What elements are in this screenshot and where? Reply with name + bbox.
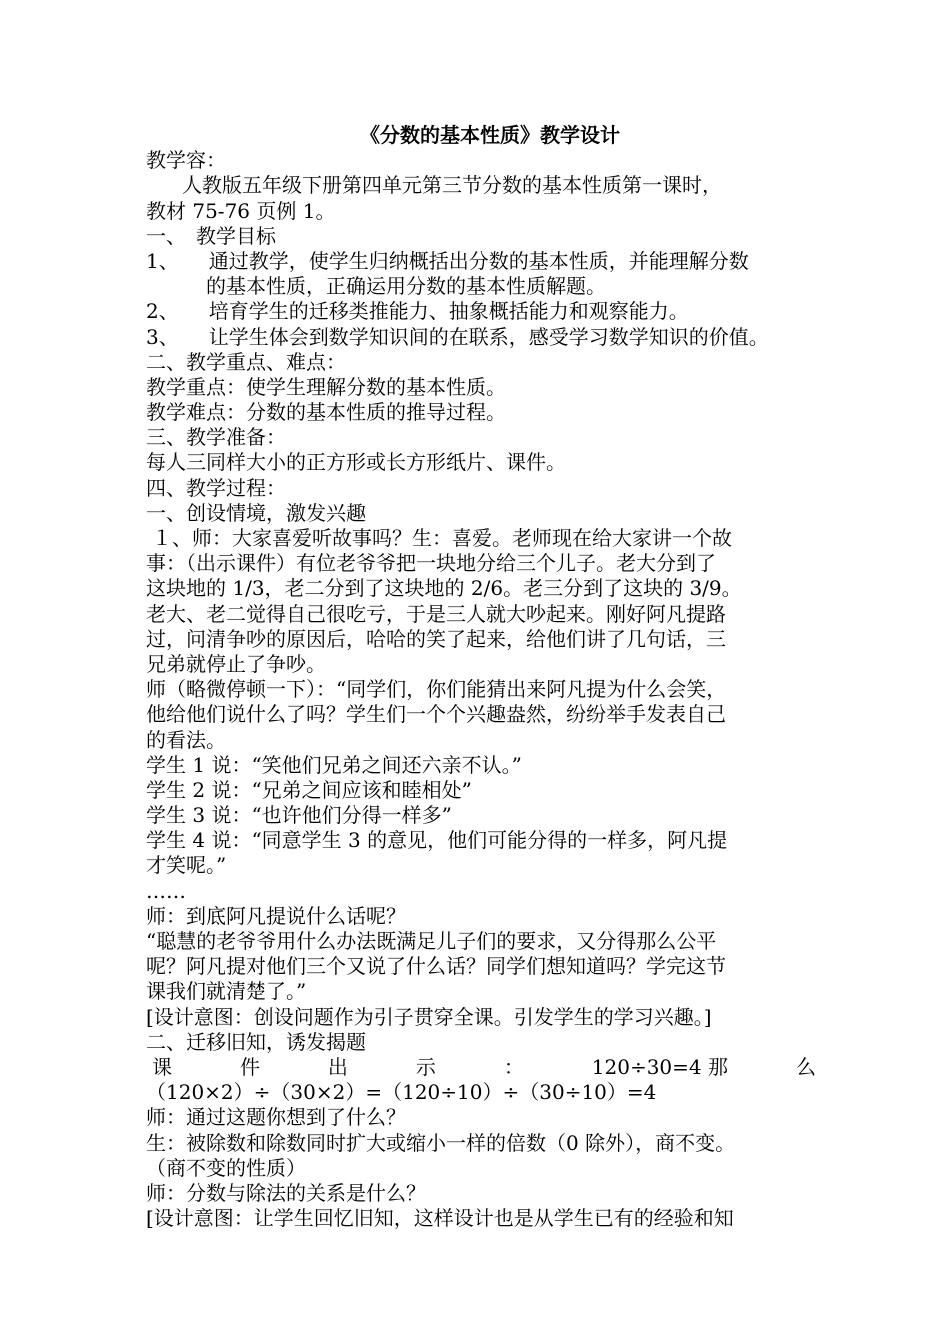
equation-line: （120×2）÷（30×2）=（120÷10）÷（30÷10）=4 (146, 1080, 657, 1105)
list-item-continuation: 的基本性质，正确运用分数的基本性质解题。 (206, 274, 606, 299)
list-item: 1、 通过教学，使学生归纳概括出分数的基本性质，并能理解分数 (146, 248, 749, 273)
paragraph-line: 学生 3 说：“也许他们分得一样多” (146, 803, 452, 828)
paragraph-line: 师（略微停顿一下）：“同学们，你们能猜出来阿凡提为什么会笑， (146, 677, 727, 702)
paragraph-line: 师：通过这题你想到了什么？ (146, 1105, 406, 1130)
spread-char: ： (503, 1054, 524, 1079)
spread-char: 件 (239, 1054, 260, 1079)
paragraph-line: 老大、老二觉得自己很吃亏，于是三人就大吵起来。刚好阿凡提路 (146, 601, 726, 626)
paragraph-line: 学生 2 说：“兄弟之间应该和睦相处” (146, 777, 472, 802)
section-heading: 四、教学过程： (146, 475, 286, 500)
paragraph-line: 学生 1 说：“笑他们兄弟之间还六亲不认。” (146, 752, 522, 777)
section-heading: 二、教学重点、难点： (146, 349, 346, 374)
spread-char: 示 (415, 1054, 436, 1079)
paragraph-line: 师：到底阿凡提说什么话呢？ (146, 903, 406, 928)
subsection-heading: 二、迁移旧知，诱发揭题 (146, 1029, 366, 1054)
paragraph-line: 教学重点：使学生理解分数的基本性质。 (146, 374, 506, 399)
paragraph-line: １、师：大家喜爱听故事吗？生：喜爱。老师现在给大家讲一个故 (152, 526, 732, 550)
spread-char: 么 (795, 1054, 816, 1079)
paragraph-line: （商不变的性质） (146, 1155, 306, 1180)
paragraph-line: 事：（出示课件）有位老爷爷把一块地分给三个儿子。老大分到了 (146, 551, 716, 576)
spread-char: 出 (327, 1054, 348, 1079)
paragraph-line: 兄弟就停止了争吵。 (146, 651, 326, 676)
spread-char: 课 (152, 1054, 172, 1079)
paragraph-line: 学生 4 说：“同意学生 3 的意见，他们可能分得的一样多，阿凡提 (146, 828, 728, 853)
subsection-heading: 一、创设情境，激发兴趣 (146, 500, 366, 525)
paragraph-line: 生：被除数和除数同时扩大或缩小一样的倍数（0 除外），商不变。 (146, 1130, 736, 1155)
section-heading: 三、教学准备： (146, 425, 286, 450)
spread-char: 120÷30=4 那 (591, 1054, 728, 1079)
paragraph-line: 这块地的 1/3，老二分到了这块地的 2/6。老三分到了这块的 3/9。 (146, 576, 742, 601)
paragraph-line: 的看法。 (146, 727, 226, 752)
paragraph-line: 他给他们说什么了吗？学生们一个个兴趣盎然，纷纷举手发表自己 (146, 702, 726, 727)
document-title: 《分数的基本性质》教学设计 (360, 123, 620, 147)
paragraph-line: 人教版五年级下册第四单元第三节分数的基本性质第一课时， (182, 173, 722, 198)
paragraph-line: 才笑呢。” (146, 853, 227, 878)
paragraph-line: “聪慧的老爷爷用什么办法既满足儿子们的要求，又分得那么公平 (146, 929, 717, 953)
paragraph-line: 教学难点：分数的基本性质的推导过程。 (146, 400, 506, 425)
section-label-content: 教学容： (146, 148, 226, 173)
design-intent-note: [设计意图：创设问题作为引子贯穿全课。引发学生的学习兴趣。] (146, 1004, 712, 1029)
paragraph-line: 教材 75-76 页例 1。 (146, 198, 336, 223)
paragraph-line: 师：分数与除法的关系是什么？ (146, 1180, 426, 1205)
paragraph-line: 过，问清争吵的原因后，哈哈的笑了起来，给他们讲了几句话，三 (146, 626, 726, 651)
section-heading: 一、 教学目标 (146, 223, 276, 248)
courseware-display-line (146, 1055, 816, 1080)
list-item: 3、 让学生体会到数学知识间的在联系，感受学习数学知识的价值。 (146, 324, 769, 349)
paragraph-line: 呢？阿凡提对他们三个又说了什么话？同学们想知道吗？学完这节 (146, 954, 726, 979)
list-item: 2、 培育学生的迁移类推能力、抽象概括能力和观察能力。 (146, 299, 689, 324)
design-intent-note: [设计意图：让学生回忆旧知，这样设计也是从学生已有的经验和知 (146, 1206, 734, 1231)
paragraph-line: 课我们就清楚了。” (146, 979, 307, 1004)
document-body (146, 123, 816, 1231)
paragraph-line: 每人三同样大小的正方形或长方形纸片、课件。 (146, 450, 566, 475)
ellipsis-line: …… (146, 878, 186, 903)
